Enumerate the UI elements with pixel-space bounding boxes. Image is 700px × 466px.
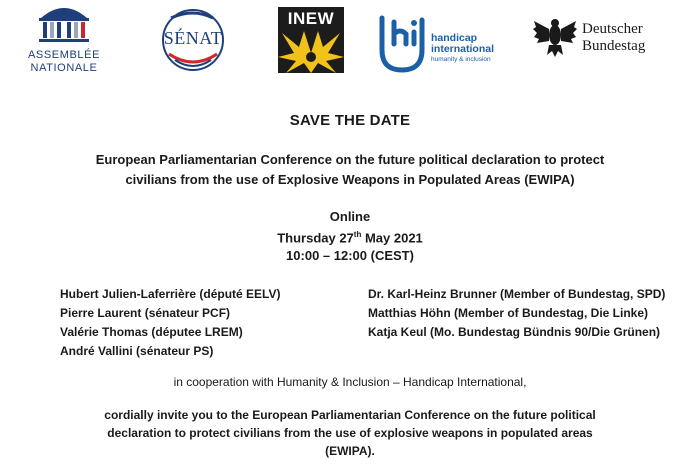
hi-line1: handicap [431, 32, 478, 44]
host-name: Katja Keul (Mo. Bundestag Bündnis 90/Die Grünen) [368, 325, 661, 339]
event-date [0, 226, 700, 247]
assemblee-line2: NATIONALE [30, 62, 98, 74]
event-time: 10:00 – 12:00 (CEST) [286, 248, 414, 264]
inew-logo [278, 7, 344, 73]
hand-icon [376, 8, 428, 74]
hi-tagline: humanity & inclusion [431, 56, 491, 63]
event-date-weekday: Thursday 27 [277, 230, 354, 246]
handicap-international-logo [376, 8, 506, 74]
inew-name: INEW [287, 9, 335, 28]
event-mode: Online [329, 209, 371, 224]
bundestag-line2: Bundestag [582, 38, 646, 54]
explosion-icon [278, 7, 344, 73]
eagle-icon [532, 15, 578, 63]
logo-banner [0, 0, 700, 84]
invitation-line2: declaration to protect civilians from the use of explosive weapons in populated areas [107, 426, 593, 440]
host-name: Dr. Karl-Heinz Brunner (Member of Bundestag, SPD) [368, 287, 666, 301]
host-name: André Vallini (sénateur PS) [60, 344, 214, 358]
invitation-text [0, 406, 700, 460]
assemblee-emblem-icon [35, 2, 93, 44]
invitation-line3: (EWIPA). [325, 444, 375, 458]
bundestag-line1: Deutscher [582, 21, 643, 37]
assemblee-line1: ASSEMBLÉE [27, 49, 101, 61]
host-name: Hubert Julien-Laferrière (député EELV) [60, 287, 281, 301]
conference-title [0, 150, 700, 190]
assemblee-nationale-logo [24, 2, 104, 74]
event-details [0, 208, 700, 265]
bundestag-logo [532, 15, 662, 63]
conference-title-line2: civilians from the use of Explosive Weapons in Populated Areas (EWIPA) [125, 172, 575, 187]
senat-logo [155, 6, 231, 76]
event-date-suffix: th [353, 230, 362, 239]
hosts-left-list [60, 285, 280, 361]
save-the-date-heading: SAVE THE DATE [289, 112, 411, 129]
host-name: Pierre Laurent (sénateur PCF) [60, 306, 231, 320]
host-name: Matthias Höhn (Member of Bundestag, Die Linke) [368, 306, 649, 320]
cooperation-text: in cooperation with Humanity & Inclusion – Handicap International, [173, 375, 527, 389]
hosts-right-list [368, 285, 665, 342]
event-date-rest: May 2021 [361, 230, 423, 246]
senat-name: SÉNAT [163, 28, 223, 48]
invitation-line1: cordially invite you to the European Parliamentarian Conference on the future political [104, 408, 596, 422]
host-name: Valérie Thomas (députee LREM) [60, 325, 243, 339]
conference-title-line1: European Parliamentarian Conference on the future political declaration to protect [95, 152, 605, 167]
hi-line2: international [431, 43, 495, 55]
